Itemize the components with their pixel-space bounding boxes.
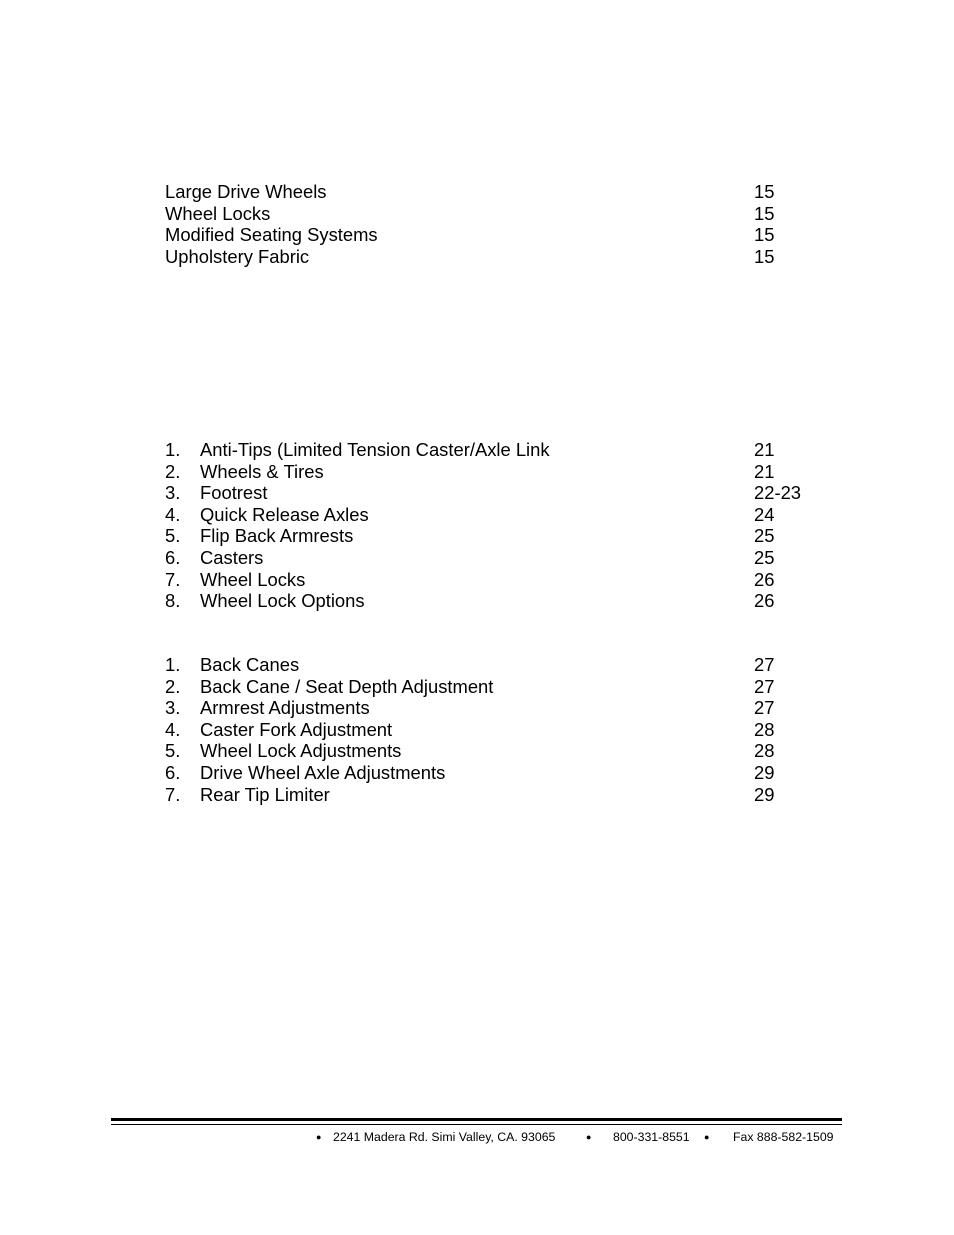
toc-entry xyxy=(165,676,845,698)
toc-entry xyxy=(165,439,845,461)
toc-entry-title: Rear Tip Limiter xyxy=(200,783,330,805)
toc-entry-number: 2. xyxy=(165,675,181,697)
toc-entry-title: Back Canes xyxy=(200,654,300,675)
toc-entry xyxy=(165,482,845,504)
toc-entry-title: Large Drive Wheels xyxy=(165,181,327,202)
toc-entry-page: 25 xyxy=(754,525,775,547)
toc-entry-title: Caster Fork Adjustment xyxy=(200,718,393,740)
bullet-icon: ● xyxy=(704,1132,710,1142)
toc-entry xyxy=(165,504,845,526)
footer-rule-thin xyxy=(111,1124,842,1125)
toc-entry-page: 21 xyxy=(754,460,775,482)
toc-entry-page: 28 xyxy=(754,740,775,762)
bullet-icon: ● xyxy=(316,1132,322,1142)
toc-entry-number: 1. xyxy=(165,654,181,675)
toc-entry xyxy=(165,224,845,246)
toc-entry-page: 15 xyxy=(754,224,775,246)
toc-entry-title: Drive Wheel Axle Adjustments xyxy=(200,761,446,783)
footer-address: 2241 Madera Rd. Simi Valley, CA. 93065 xyxy=(333,1130,556,1144)
toc-entry-page: 27 xyxy=(754,697,775,719)
toc-entry-title: Upholstery Fabric xyxy=(165,245,310,267)
toc-entry xyxy=(165,697,845,719)
toc-entry-number: 7. xyxy=(165,568,181,590)
toc-entry-number: 3. xyxy=(165,697,181,719)
toc-entry-page: 26 xyxy=(754,590,775,612)
footer-fax: Fax 888-582-1509 xyxy=(733,1130,834,1144)
toc-entry xyxy=(165,569,845,591)
toc-entry-title: Anti-Tips (Limited Tension Caster/Axle Link xyxy=(200,439,550,460)
toc-section-1 xyxy=(165,181,845,267)
toc-entry-number: 5. xyxy=(165,740,181,762)
toc-entry-page: 29 xyxy=(754,761,775,783)
toc-entry xyxy=(165,719,845,741)
toc-entry-title: Quick Release Axles xyxy=(200,503,369,525)
toc-entry-title: Back Cane / Seat Depth Adjustment xyxy=(200,675,494,697)
toc-entry-page: 27 xyxy=(754,675,775,697)
toc-entry-page: 15 xyxy=(754,181,775,202)
toc-entry-title: Wheel Locks xyxy=(165,202,271,224)
toc-entry xyxy=(165,246,845,268)
toc-entry-page: 25 xyxy=(754,546,775,568)
toc-entry-number: 4. xyxy=(165,718,181,740)
toc-entry-title: Wheel Lock Options xyxy=(200,590,365,612)
toc-entry xyxy=(165,784,845,806)
toc-entry xyxy=(165,590,845,612)
toc-entry-page: 27 xyxy=(754,654,775,675)
footer-phone: 800-331-8551 xyxy=(613,1130,690,1144)
toc-entry-title: Footrest xyxy=(200,482,268,504)
toc-entry-number: 8. xyxy=(165,590,181,612)
toc-entry-page: 29 xyxy=(754,783,775,805)
toc-entry-title: Wheel Locks xyxy=(200,568,306,590)
toc-entry-number: 4. xyxy=(165,503,181,525)
toc-entry-page: 26 xyxy=(754,568,775,590)
toc-entry xyxy=(165,740,845,762)
toc-entry-number: 6. xyxy=(165,761,181,783)
toc-entry xyxy=(165,547,845,569)
toc-entry-number: 3. xyxy=(165,482,181,504)
toc-entry xyxy=(165,461,845,483)
toc-entry-title: Casters xyxy=(200,546,264,568)
toc-entry-page: 22-23 xyxy=(754,482,802,504)
toc-entry-page: 15 xyxy=(754,202,775,224)
toc-entry-number: 1. xyxy=(165,439,181,460)
toc-entry-title: Wheels & Tires xyxy=(200,460,324,482)
toc-section-3 xyxy=(165,654,845,805)
toc-section-2 xyxy=(165,439,845,612)
toc-entry-title: Armrest Adjustments xyxy=(200,697,370,719)
toc-entry-number: 5. xyxy=(165,525,181,547)
toc-entry-title: Wheel Lock Adjustments xyxy=(200,740,402,762)
bullet-icon: ● xyxy=(586,1132,592,1142)
toc-entry-page: 24 xyxy=(754,503,775,525)
toc-entry-number: 6. xyxy=(165,546,181,568)
toc-entry xyxy=(165,654,845,676)
toc-entry xyxy=(165,181,845,203)
toc-entry-number: 7. xyxy=(165,783,181,805)
toc-entry xyxy=(165,762,845,784)
toc-entry-page: 21 xyxy=(754,439,775,460)
footer xyxy=(300,1128,840,1146)
toc-entry-page: 15 xyxy=(754,245,775,267)
footer-rule-thick xyxy=(111,1118,842,1121)
toc-entry-page: 28 xyxy=(754,718,775,740)
toc-entry-title: Modified Seating Systems xyxy=(165,224,378,246)
toc-entry-number: 2. xyxy=(165,460,181,482)
toc-entry xyxy=(165,203,845,225)
toc-entry xyxy=(165,525,845,547)
toc-entry-title: Flip Back Armrests xyxy=(200,525,354,547)
